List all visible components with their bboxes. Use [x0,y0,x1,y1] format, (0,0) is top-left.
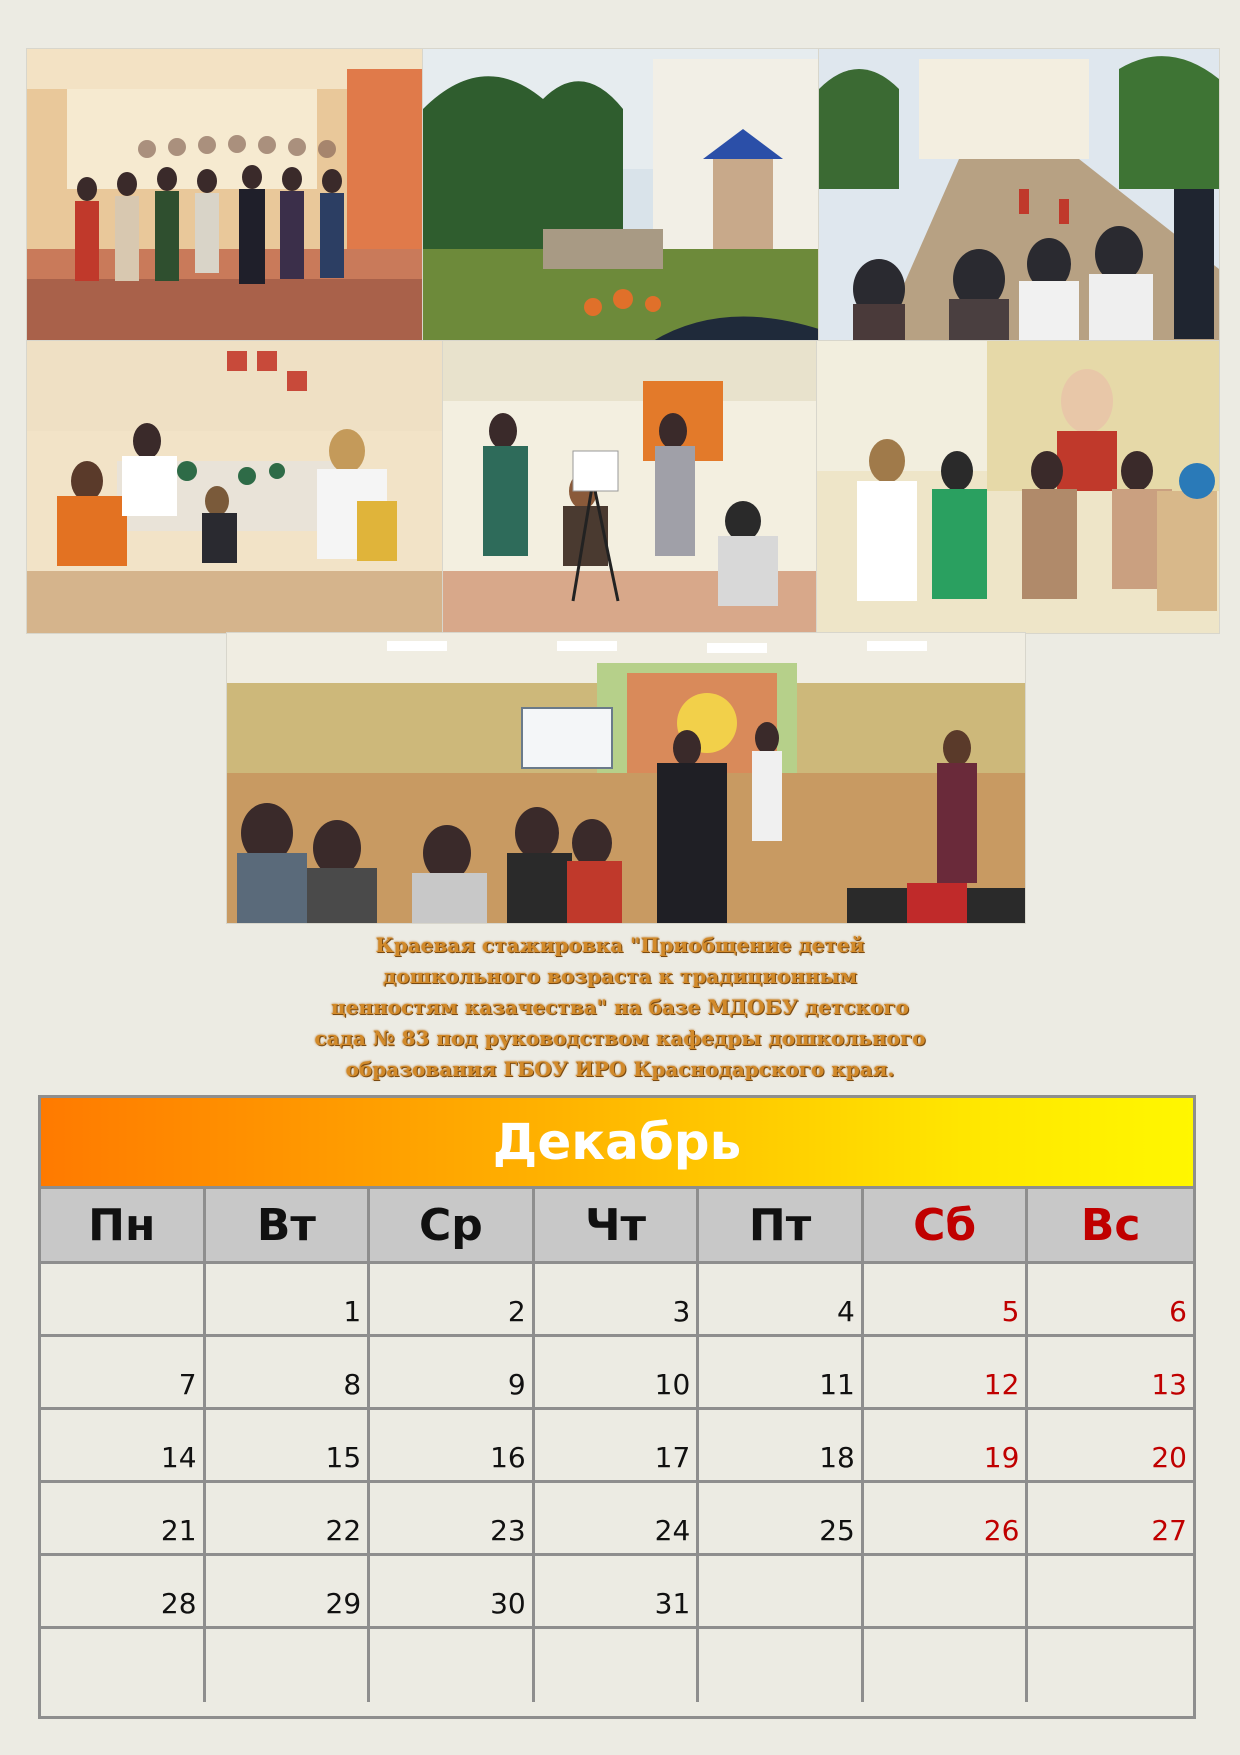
calendar-day: 22 [206,1483,371,1556]
calendar-day: 30 [370,1556,535,1629]
photo-easel-class [442,340,818,634]
calendar-empty-cell [41,1264,206,1337]
caption-line-4: сада № 83 под руководством кафедры дошкольного [314,1026,926,1050]
calendar-day: 13 [1028,1337,1193,1410]
calendar-day: 18 [699,1410,864,1483]
caption-line-5: образования ГБОУ ИРО Краснодарского края. [345,1057,895,1081]
month-calendar [38,1095,1196,1719]
photo-group-on-steps [26,48,424,342]
calendar-day: 12 [864,1337,1029,1410]
calendar-day: 4 [699,1264,864,1337]
month-title: Декабрь [492,1113,742,1171]
calendar-day: 31 [535,1556,700,1629]
calendar-day: 8 [206,1337,371,1410]
calendar-empty-cell [1028,1556,1193,1629]
calendar-day: 6 [1028,1264,1193,1337]
caption-line-1: Краевая стажировка "Приобщение детей [375,933,865,957]
calendar-day: 19 [864,1410,1029,1483]
calendar-empty-cell [206,1629,371,1702]
calendar-empty-cell [864,1629,1029,1702]
photo-craft-workshop [26,340,444,634]
calendar-day: 17 [535,1410,700,1483]
calendar-empty-cell [370,1629,535,1702]
calendar-day: 28 [41,1556,206,1629]
calendar-day: 16 [370,1410,535,1483]
weekday-header: Вт [206,1189,371,1264]
calendar-day: 29 [206,1556,371,1629]
calendar-day: 9 [370,1337,535,1410]
weekday-header: Вс [1028,1189,1193,1264]
calendar-day: 2 [370,1264,535,1337]
weekday-header: Сб [864,1189,1029,1264]
calendar-empty-cell [864,1556,1029,1629]
photo-courtyard-dance [818,48,1220,342]
calendar-day: 5 [864,1264,1029,1337]
calendar-day: 25 [699,1483,864,1556]
photo-mural-room [816,340,1220,634]
calendar-empty-cell [1028,1629,1193,1702]
photo-caption [300,930,940,1085]
calendar-day: 21 [41,1483,206,1556]
calendar-day: 26 [864,1483,1029,1556]
photo-garden-path [422,48,820,342]
calendar-day: 11 [699,1337,864,1410]
weekday-header: Пт [699,1189,864,1264]
calendar-day: 24 [535,1483,700,1556]
calendar-day: 14 [41,1410,206,1483]
calendar-empty-cell [41,1629,206,1702]
calendar-day: 1 [206,1264,371,1337]
calendar-day: 3 [535,1264,700,1337]
photo-hall-presentation [226,632,1026,924]
calendar-grid [41,1189,1193,1702]
weekday-header: Ср [370,1189,535,1264]
calendar-day: 7 [41,1337,206,1410]
calendar-empty-cell [535,1629,700,1702]
calendar-day: 10 [535,1337,700,1410]
weekday-header: Пн [41,1189,206,1264]
calendar-day: 23 [370,1483,535,1556]
caption-line-3: ценностям казачества" на базе МДОБУ детского [330,995,910,1019]
weekday-header: Чт [535,1189,700,1264]
calendar-day: 27 [1028,1483,1193,1556]
calendar-day: 15 [206,1410,371,1483]
calendar-empty-cell [699,1629,864,1702]
calendar-day: 20 [1028,1410,1193,1483]
caption-line-2: дошкольного возраста к традиционным [382,964,858,988]
calendar-empty-cell [699,1556,864,1629]
month-header [41,1098,1193,1189]
